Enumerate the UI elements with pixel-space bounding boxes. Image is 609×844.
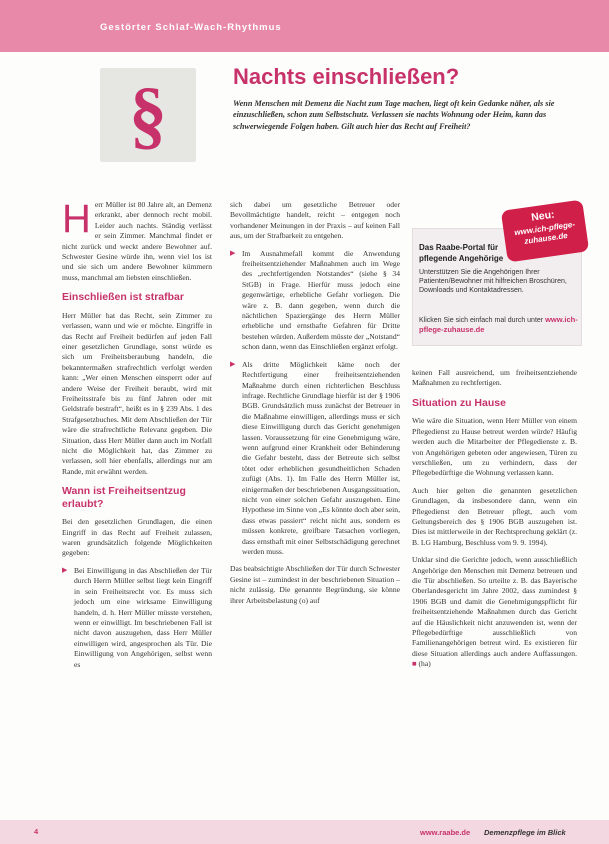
paragraph: Wie wäre die Situation, wenn Herr Müller von einem Pflegedienst zu Hause betreut werden würde? Häufig werden auch die Mitarbeiter der Pflegedienste z. B. von Angehörigen gebeten oder angewiesen, Türen zu verschließen, um zu verhindern, dass der Pflegebedürftige die Wohnung verlassen kann. [412, 416, 577, 478]
ad-link[interactable]: www.ich-pflege-zuhause.de [419, 315, 578, 335]
triangle-bullet-icon: ▶ [230, 360, 236, 368]
ad-link-intro: Klicken Sie sich einfach mal durch unter [419, 317, 544, 324]
bullet-text: Im Ausnahmefall kommt die Anwendung freiheitsentziehender Maßnahmen auch im Wege des „rechtfertigenden Notstandes“ (siehe § 34 StGB) in Frage. Hierfür muss jedoch eine gegenwärtige, erhebliche Gefahr vorliegen. Die wäre z. B. dann gegeben, wenn durch die nächtlichen Spaziergänge des Herrn Müller erhebliche und ernsthafte Gefahren für Dritte bestehen würden. Außerdem müsste der „Notstand“ schon dann, wenn das Einschließen ergänzt erfolgt. [242, 248, 400, 352]
section-label: Gestörter Schlaf-Wach-Rhythmus [100, 22, 282, 33]
heading-strafbar: Einschließen ist strafbar [62, 291, 184, 304]
paragraph: keinen Fall ausreichend, um freiheitsentziehende Maßnahmen zu rechtfertigen. [412, 368, 577, 388]
headline: Nachts einschließen? [233, 64, 460, 89]
end-mark-icon: ■ [412, 659, 417, 669]
paragraph: Das beabsichtigte Abschließen der Tür durch Schwester Gesine ist – zumindest in der beschriebenen Situation – nicht zulässig. Die genannte Begründung, sie könne ihrer Arbeitsbelastung (o) auf [230, 564, 400, 605]
author-sign: (ha) [418, 659, 431, 669]
bullet-item [230, 360, 400, 558]
paragraph: Herr Müller hat das Recht, sein Zimmer zu verlassen, wann und wie er möchte. Eingriffe in das Recht auf Freiheit bedürfen auf jeden Fall einer gesetzlichen Grundlage, sonst würde es sich um Freiheitsberaubung handeln, die bekanntermaßen strafrechtlich verfolgt werden kann: „Wer einen Menschen einsperrt oder auf andere Weise der Freiheit beraubt, wird mit Freiheitsstrafe bis zu fünf Jahren oder mit Geldstrafe bestraft“, heißt es in § 239 Abs. 1 des Strafgesetzbuches. Mit dem Abschließen der Tür wäre die strafrechtliche Relevanz gegeben. Die Situation, dass Herr Müller dann auch im Notfall nicht die Möglichkeit hat, das Zimmer zu verlassen, soll hier ebenfalls, allerdings nur am Rande, mit erwähnt werden. [62, 310, 212, 476]
paragraph-text: Unklar sind die Gerichte jedoch, wenn ausschließlich Angehörige den Menschen mit Demenz betreuen und die Tür abschließen. So urteilte z. B. das Bayerische Oberlandesgericht im Jahre 2002, dass zumindest § 1906 BGB und damit die Genehmigungspflicht für freiheitsentziehende Maßnahmen durch das Gericht auf die Häuslichkeit nicht anzuwenden ist, wenn der Pflegebedürftige ausschließlich von Familienangehörigen betreut wird. Es existieren für diese Situation allerdings auch andere Auffassungen. [412, 555, 577, 658]
ad-text: Unterstützen Sie die Angehörigen Ihrer Patienten/Bewohner mit hilfreichen Broschüren, Downloads und Kontaktadressen. [419, 269, 567, 295]
heading-zuhause: Situation zu Hause [412, 396, 506, 409]
footer-publication: Demenzpflege im Blick [484, 828, 566, 837]
paragraph: sich dabei um gesetzliche Betreuer oder Bevollmächtigte handelt, reicht – entgegen noch vorhandener Meinungen in der Praxis – auf keinen Fall aus, um der Strafbarkeit zu entgehen. [230, 200, 400, 241]
bullet-text: Als dritte Möglichkeit käme noch der Rechtfertigung einer freiheitsentziehenden Maßnahme durch einen richterlichen Beschluss infrage. Rechtliche Grundlage hierfür ist der § 1906 BGB. Grundsätzlich muss zunächst der Betreuer in die Maßnahme einwilligen, allerdings muss er sich diese Einwilligung durch das Gericht genehmigen lassen. Voraussetzung für eine Genehmigung wäre, wenn aufgrund einer Krankheit oder Behinderung die Gefahr besteht, dass der Betreute sich selbst tötet oder erheblichen gesundheitlichen Schaden zufügt (Abs. 1). Im Falle des Herrn Müller ist, einigermaßen der beschriebenen Ausgangssituation, nicht von einer solchen Gefahr auszugehen. Eine Hypothese im Sinne von „Es könnte doch aber sein, dass etwas passiert“ reicht nicht aus, sondern es müssen konkrete, greifbare Tatsachen vorliegen, dass ernsthaft mit einer Selbstschädigung gerechnet werden muss. [242, 359, 400, 556]
new-badge-label: Neu: [530, 208, 556, 224]
paragraph: Auch hier gelten die genannten gesetzlichen Grundlagen, da insbesondere dann, wenn ein Pflegedienst den Betreuer pflegt, auch vom Geltungsbereich des § 1906 BGB auszugehen ist. Dies ist mittlerweile in der Rechtsprechung geklärt (z. B. LG Hamburg, Beschluss vom 9. 9. 1994). [412, 485, 577, 547]
bullet-item [230, 249, 400, 353]
new-badge-url: www.ich-pflege-zuhause.de [513, 219, 576, 246]
header-band [0, 0, 609, 52]
column-3 [412, 368, 577, 677]
ad-link-line [419, 315, 579, 335]
page-number: 4 [34, 827, 39, 836]
lead-paragraph [62, 197, 212, 283]
paragraph-symbol-icon: § [129, 73, 167, 157]
dropcap: H [62, 197, 91, 241]
paragraph: Bei den gesetzlichen Grundlagen, die einen Eingriff in das Recht auf Freiheit zulassen, waren grundsätzlich folgende Möglichkeiten gegeben: [62, 517, 212, 558]
column-2 [230, 200, 400, 613]
footer-url[interactable]: www.raabe.de [420, 828, 471, 837]
intro-text: Wenn Menschen mit Demenz die Nacht zum Tage machen, liegt oft kein Gedanke näher, als sie einzuschließen, schon zum Selbstschutz. Verlassen sie nachts Wohnung oder Heim, kann das schwerwiegende Folgen haben. Gilt auch hier das Recht auf Freiheit? [233, 99, 555, 131]
paragraph [412, 555, 577, 669]
heading-freiheitsentzug: Wann ist Freiheitsentzug erlaubt? [62, 485, 186, 510]
triangle-bullet-icon: ▶ [230, 249, 236, 257]
bullet-text: Bei Einwilligung in das Abschließen der Tür durch Herrn Müller selbst liegt kein Eingriff in sein Freiheitsrecht vor. Es muss sich jedoch um eine wirksame Einwilligung handeln, d. h. Herr Müller müsste verstehen, wenn er einwilligt. Im beschriebenen Fall ist nicht davon auszugehen, dass Herr Müller einwilligen wird, angesprochen als Tür. Die Einwilligung von Angehörigen, selbst wenn es [74, 565, 212, 669]
bullet-item [62, 566, 212, 670]
column-1 [62, 197, 212, 677]
triangle-bullet-icon: ▶ [62, 566, 68, 574]
ad-title: Das Raabe-Portal für pflegende Angehörige [419, 243, 504, 263]
lead-text: err Müller ist 80 Jahre alt, an Demenz erkrankt, aber dennoch recht mobil. Leider auch nachts. Ständig verlässt er sein Zimmer. Manchmal findet er nicht zurück und weckt andere Bewohner auf. Schwester Gesine würde ihn, wenn viel los ist und sie sich um andere Bewohner kümmern muss, manchmal am liebsten einschließen. [62, 200, 212, 282]
